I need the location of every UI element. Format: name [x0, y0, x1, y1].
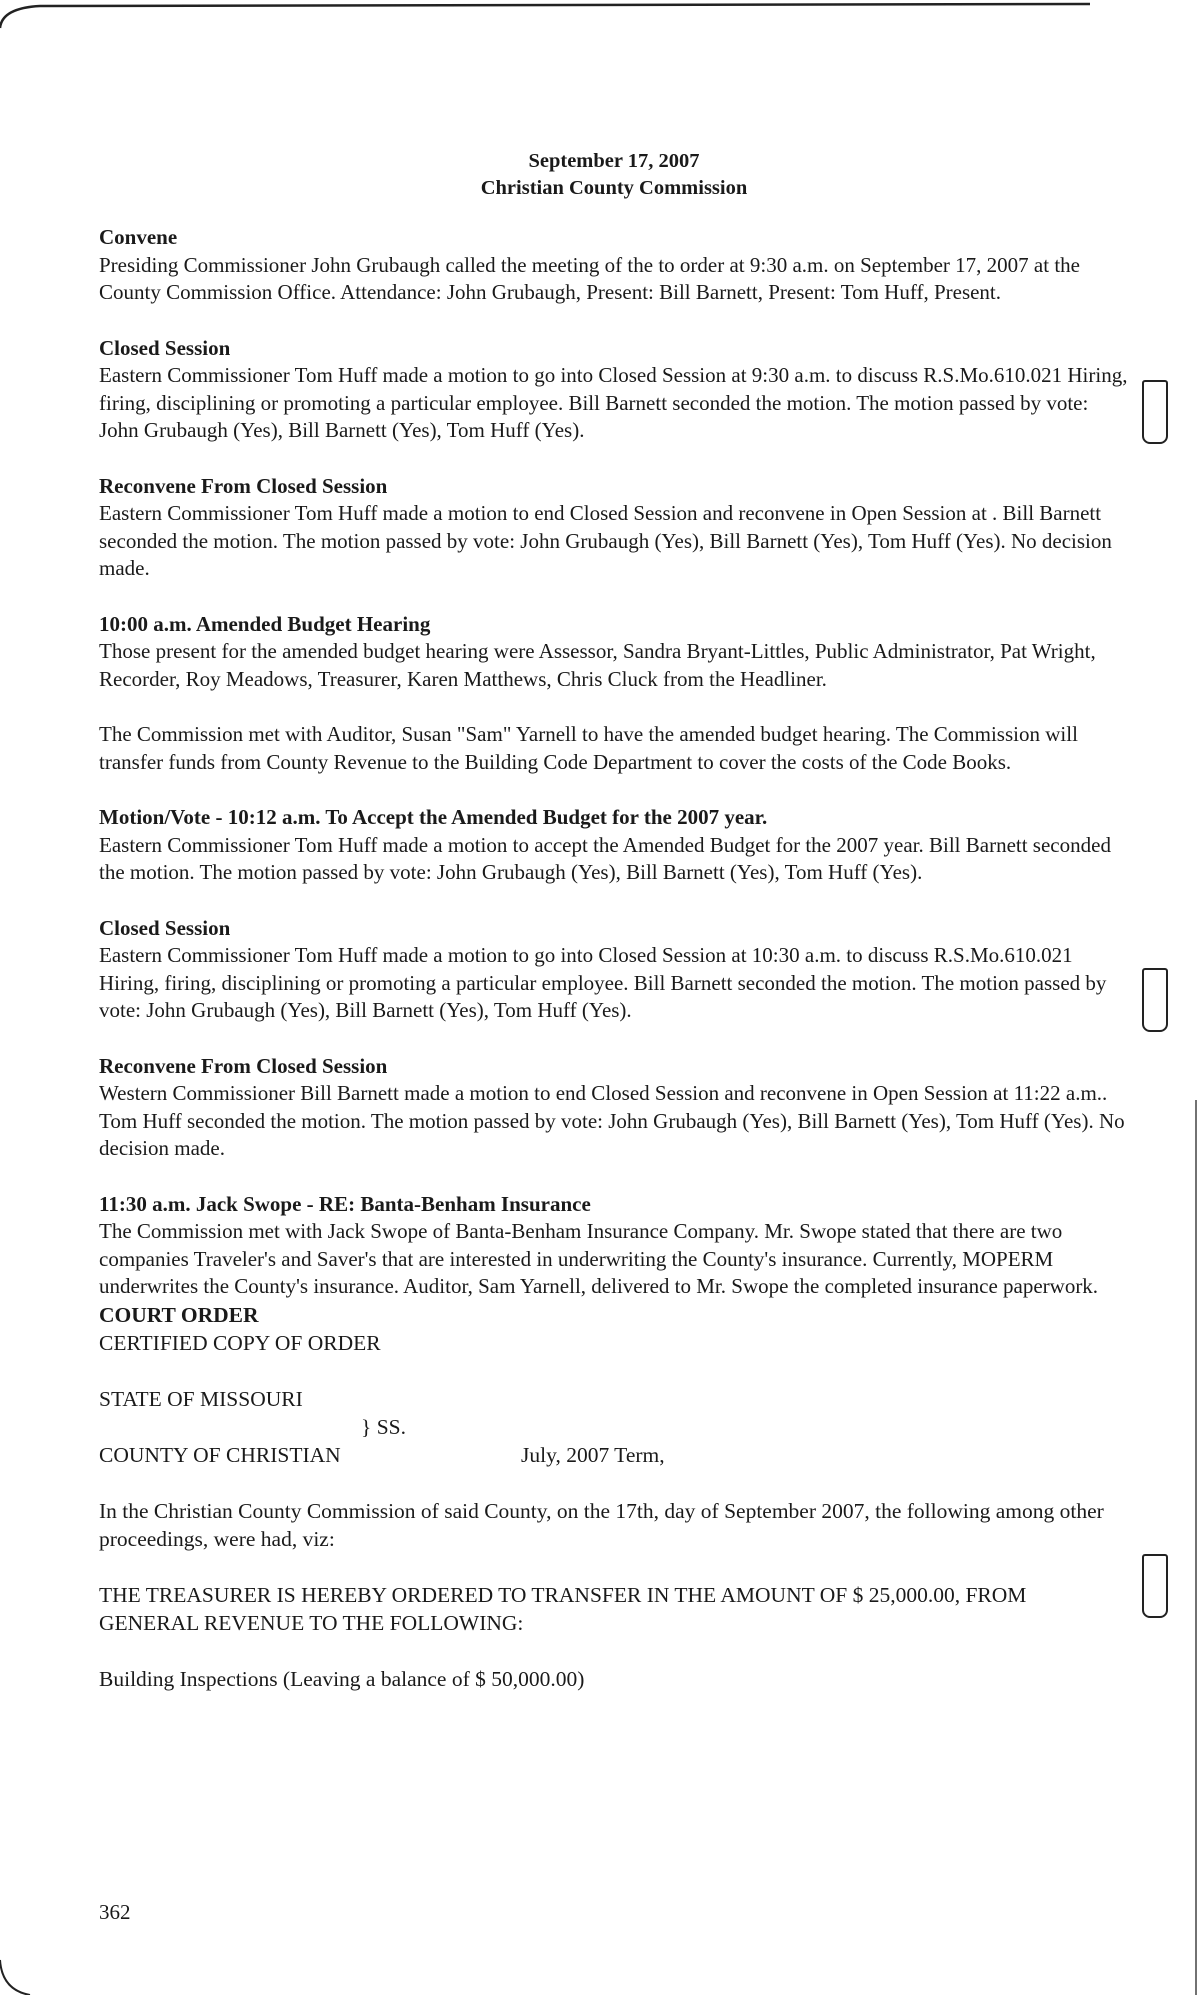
section-body: The Commission met with Jack Swope of Banta-Benham Insurance Company. Mr. Swope stated that there are two companies Traveler's and Saver's that are interested in underwriting the County's insurance. Currently, MOPERM underwrites the County's insurance. Auditor, Sam Yarnell, delivered to Mr. Swope the completed insurance paperwork.: [99, 1219, 1099, 1298]
section-budget-hearing: [99, 611, 1129, 694]
transfer-item: Building Inspections (Leaving a balance of $ 50,000.00): [99, 1666, 585, 1691]
section-heading: Convene: [99, 225, 178, 249]
county-line: [99, 1441, 1129, 1469]
section-heading: Closed Session: [99, 915, 231, 940]
ss-line: } SS.: [361, 1414, 406, 1439]
section-body: Those present for the amended budget hearing were Assessor, Sandra Bryant-Littles, Public Administrator, Pat Wright, Recorder, Roy Meadows, Treasurer, Karen Matthews, Chris Cluck from the Headliner.: [99, 639, 1096, 691]
page-number: 362: [99, 1900, 131, 1924]
section-body: Eastern Commissioner Tom Huff made a motion to end Closed Session and reconvene in Open Session at . Bill Barnett seconded the motion. The motion passed by vote: John Grubaugh (Yes), Bill Barnett (Yes), Tom Huff (Yes). No decision made.: [99, 501, 1112, 580]
court-order-subtitle: CERTIFIED COPY OF ORDER: [99, 1330, 381, 1355]
binder-hole-bottom: [1142, 1554, 1168, 1618]
section-body: The Commission met with Auditor, Susan "Sam" Yarnell to have the amended budget hearing. The Commission will transfer funds from County Revenue to the Building Code Department to cover the costs of the Code Books.: [99, 722, 1078, 774]
section-auditor-meeting: [99, 721, 1129, 776]
meeting-date: September 17, 2007: [528, 150, 700, 172]
binder-hole-middle: [1142, 968, 1168, 1032]
court-order: [99, 1301, 1129, 1693]
section-insurance: [99, 1191, 1129, 1301]
section-motion-vote: [99, 804, 1129, 887]
section-closed-session-1: [99, 335, 1129, 445]
section-heading: Motion/Vote - 10:12 a.m. To Accept the Amended Budget for the 2007 year.: [99, 805, 768, 829]
section-body: Presiding Commissioner John Grubaugh called the meeting of the to order at 9:30 a.m. on September 17, 2007 at the County Commission Office. Attendance: John Grubaugh, Present: Bill Barnett, Present: Tom Huff, Present.: [99, 252, 1080, 304]
county-name: COUNTY OF CHRISTIAN: [99, 1442, 341, 1467]
binder-hole-top: [1142, 380, 1168, 444]
section-body: Western Commissioner Bill Barnett made a motion to end Closed Session and reconvene in Open Session at 11:22 a.m.. Tom Huff seconded the motion. The motion passed by vote: John Grubaugh (Yes), Bill Barnett (Yes), Tom Huff (Yes). No decision made.: [99, 1081, 1125, 1160]
section-body: Eastern Commissioner Tom Huff made a motion to accept the Amended Budget for the 2007 year. Bill Barnett seconded the motion. The motion passed by vote: John Grubaugh (Yes), Bill Barnett (Yes), Tom Huff (Yes).: [99, 832, 1111, 884]
minutes-document: [99, 148, 1129, 1693]
court-order-title: COURT ORDER: [99, 1302, 259, 1327]
section-convene: [99, 224, 1129, 307]
section-heading: 10:00 a.m. Amended Budget Hearing: [99, 611, 431, 636]
section-heading: Reconvene From Closed Session: [99, 473, 388, 498]
section-reconvene-1: [99, 473, 1129, 583]
court-term: July, 2007 Term,: [521, 1442, 665, 1467]
transfer-order: THE TREASURER IS HEREBY ORDERED TO TRANSFER IN THE AMOUNT OF $ 25,000.00, FROM GENERAL REVENUE TO THE FOLLOWING:: [99, 1582, 1027, 1635]
section-body: Eastern Commissioner Tom Huff made a motion to go into Closed Session at 10:30 a.m. to discuss R.S.Mo.610.021 Hiring, firing, disciplining or promoting a particular employee. Bill Barnett seconded the motion. The motion passed by vote: John Grubaugh (Yes), Bill Barnett (Yes), Tom Huff (Yes).: [99, 943, 1107, 1022]
section-reconvene-2: [99, 1053, 1129, 1163]
document-header: [99, 148, 1129, 202]
order-preamble: In the Christian County Commission of said County, on the 17th, day of September 2007, the following among other proceedings, were had, viz:: [99, 1498, 1104, 1551]
section-closed-session-2: [99, 915, 1129, 1025]
section-body: Eastern Commissioner Tom Huff made a motion to go into Closed Session at 9:30 a.m. to discuss R.S.Mo.610.021 Hiring, firing, disciplining or promoting a particular employee. Bill Barnett seconded the motion. The motion passed by vote: John Grubaugh (Yes), Bill Barnett (Yes), Tom Huff (Yes).: [99, 363, 1128, 442]
commission-name: Christian County Commission: [480, 177, 748, 199]
section-heading: Closed Session: [99, 335, 231, 360]
state-line: STATE OF MISSOURI: [99, 1386, 303, 1411]
section-heading: 11:30 a.m. Jack Swope - RE: Banta-Benham Insurance: [99, 1191, 591, 1216]
section-heading: Reconvene From Closed Session: [99, 1053, 388, 1078]
